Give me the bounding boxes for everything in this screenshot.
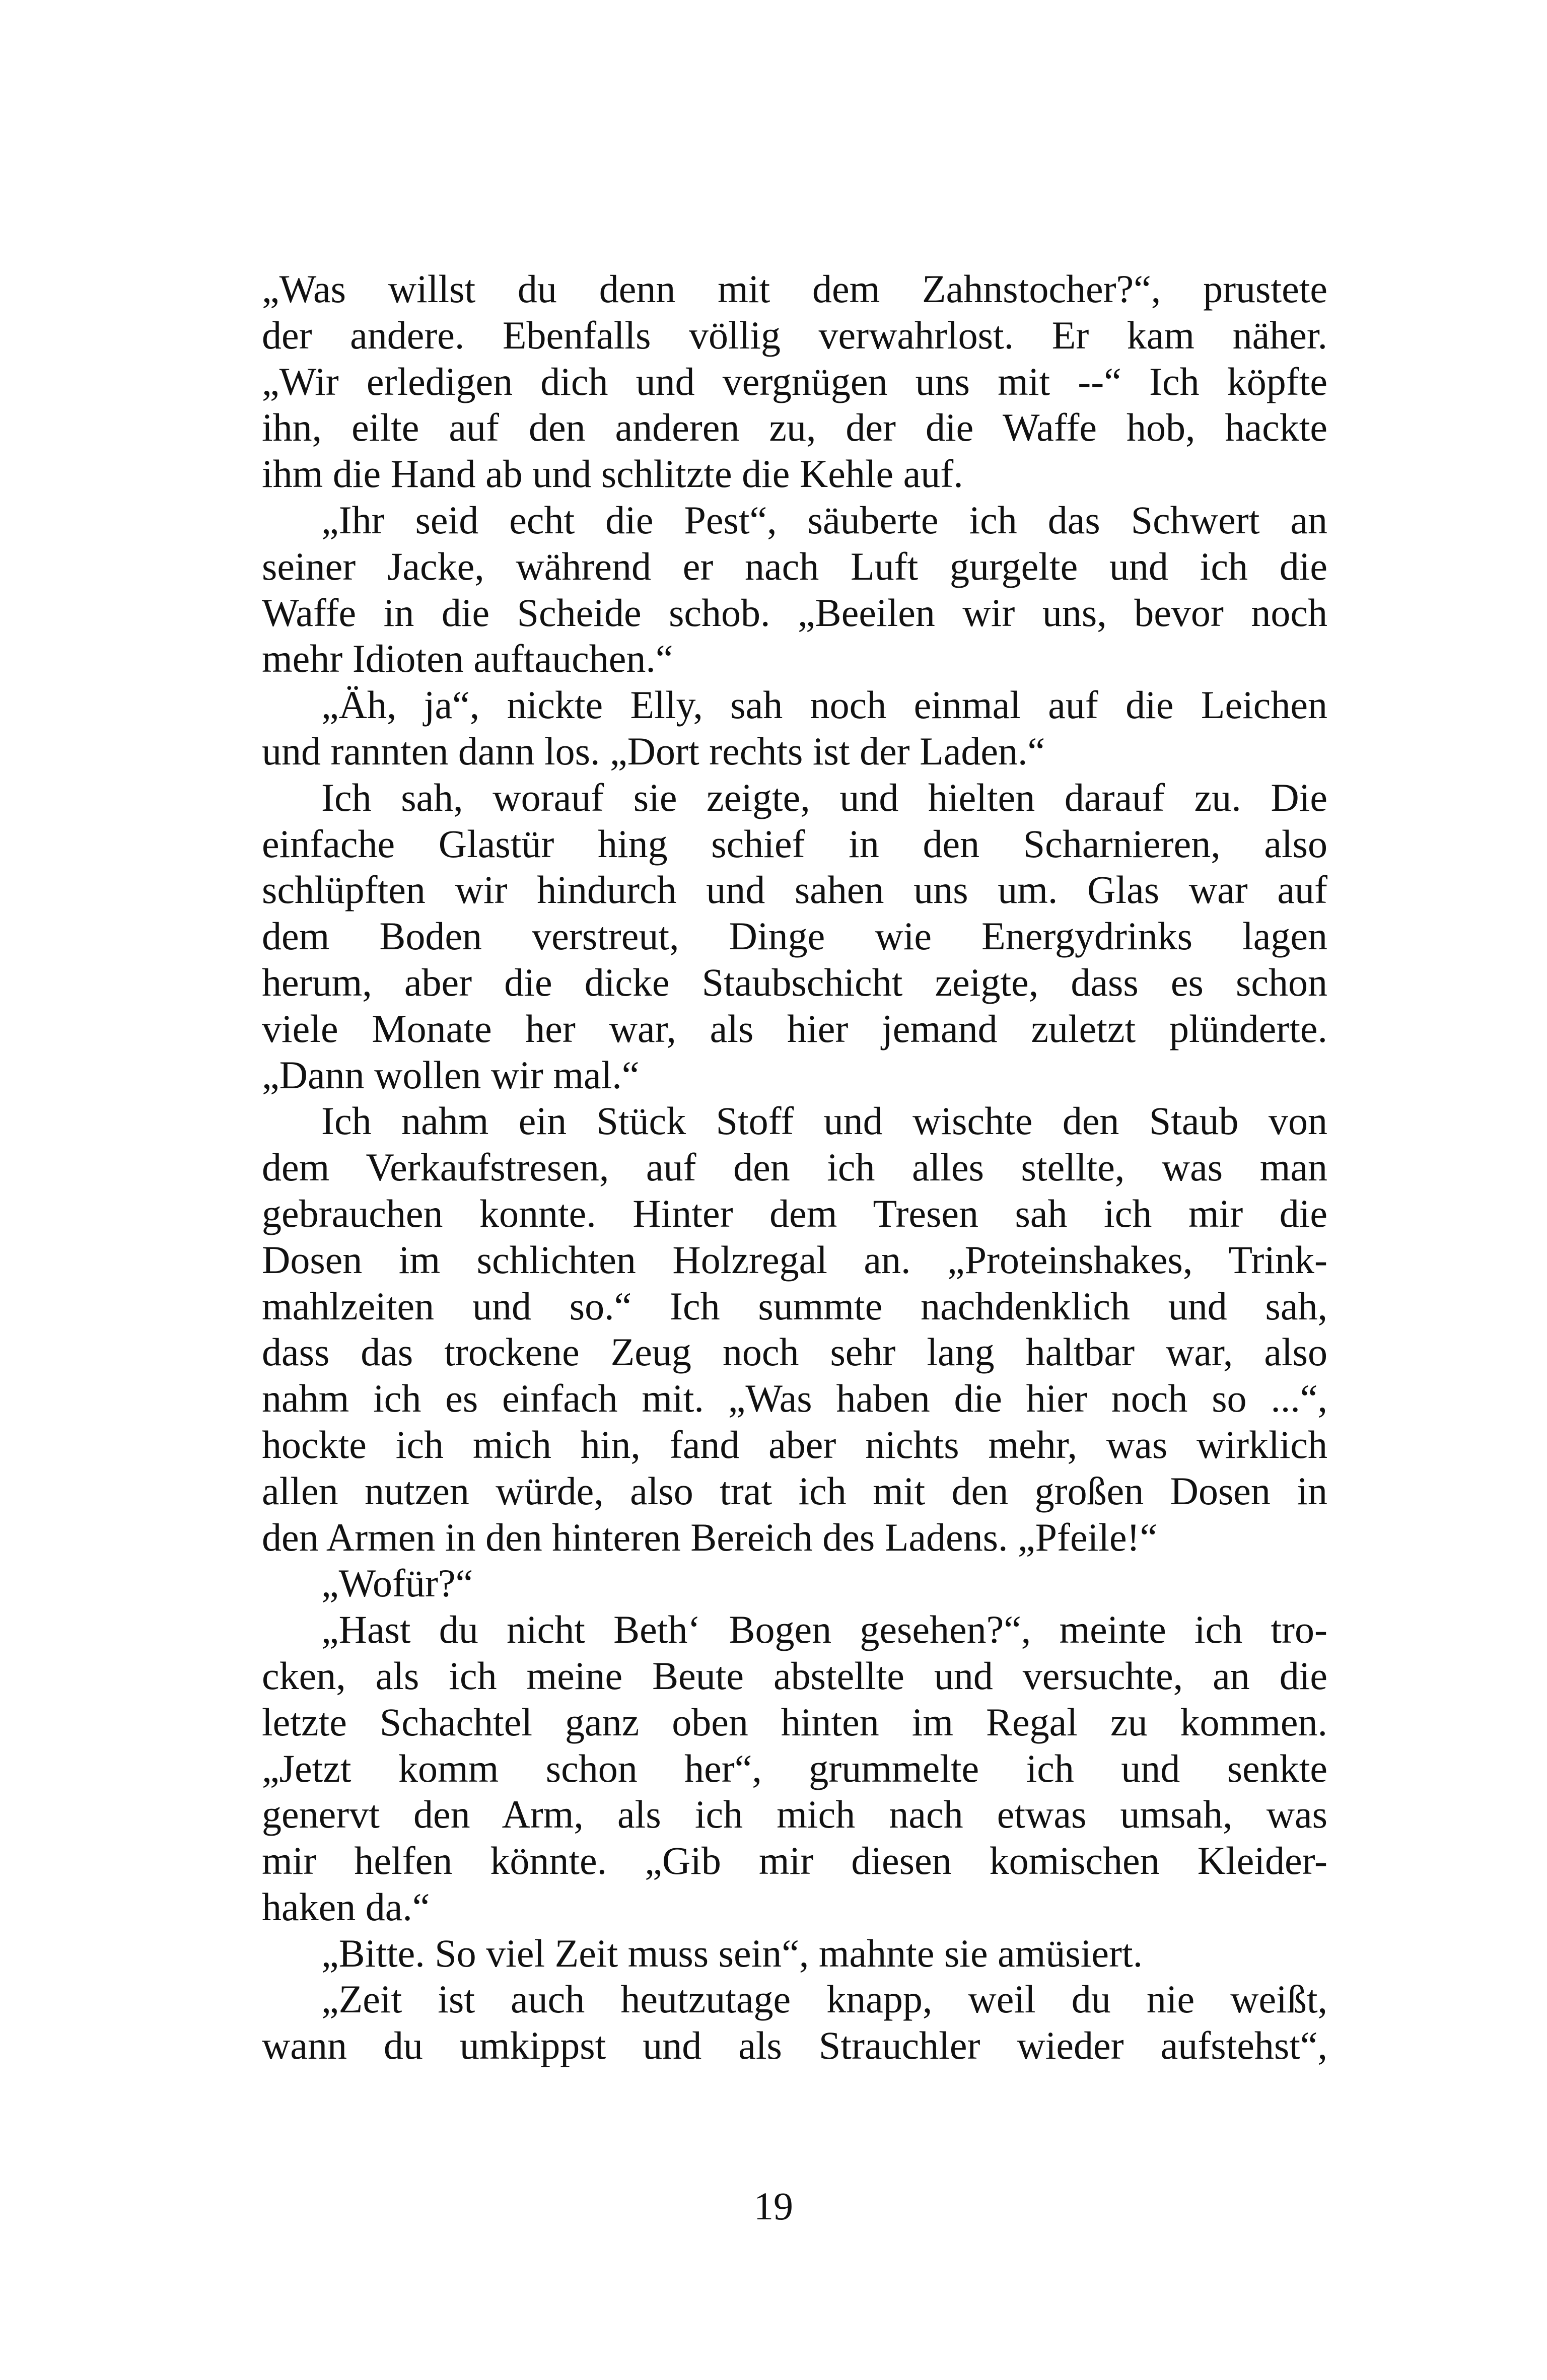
paragraph <box>262 1930 1327 1977</box>
text-line: „Wir erledigen dich und vergnügen uns mit --“ Ich köpfte <box>262 359 1327 403</box>
text-line: ihm die Hand ab und schlitzte die Kehle auf. <box>262 452 963 496</box>
text-line: „Zeit ist auch heutzutage knapp, weil du nie weißt, <box>321 1977 1327 2021</box>
text-line: mehr Idioten auftauchen.“ <box>262 637 673 681</box>
text-line: „Äh, ja“, nickte Elly, sah noch einmal auf die Leichen <box>321 683 1327 727</box>
text-line: „Was willst du denn mit dem Zahnstocher?“, prustete <box>262 267 1327 311</box>
text-line: hockte ich mich hin, fand aber nichts mehr, was wirklich <box>262 1422 1327 1466</box>
paragraph <box>262 1098 1327 1560</box>
paragraph <box>262 682 1327 775</box>
paragraph <box>262 497 1327 682</box>
text-line: mir helfen könnte. „Gib mir diesen komischen Kleider- <box>262 1839 1327 1883</box>
text-line: viele Monate her war, als hier jemand zuletzt plünderte. <box>262 1006 1327 1051</box>
text-line: „Wofür?“ <box>321 1561 473 1605</box>
text-line: „Dann wollen wir mal.“ <box>262 1053 640 1097</box>
text-line: dem Boden verstreut, Dinge wie Energydrinks lagen <box>262 914 1327 958</box>
text-line: cken, als ich meine Beute abstellte und versuchte, an die <box>262 1653 1327 1698</box>
text-line: gebrauchen konnte. Hinter dem Tresen sah ich mir die <box>262 1191 1327 1235</box>
text-line: haken da.“ <box>262 1884 430 1929</box>
text-line: „Hast du nicht Beth‘ Bogen gesehen?“, meinte ich tro- <box>321 1607 1327 1652</box>
paragraph <box>262 266 1327 497</box>
text-line: der andere. Ebenfalls völlig verwahrlost. Er kam näher. <box>262 313 1327 357</box>
paragraph <box>262 1976 1327 2069</box>
text-line: dass das trockene Zeug noch sehr lang haltbar war, also <box>262 1330 1327 1374</box>
body-text <box>262 266 1327 2069</box>
text-line: genervt den Arm, als ich mich nach etwas umsah, was <box>262 1792 1327 1837</box>
text-line: nahm ich es einfach mit. „Was haben die hier noch so ...“, <box>262 1376 1327 1421</box>
text-line: Dosen im schlichten Holzregal an. „Proteinshakes, Trink- <box>262 1237 1327 1282</box>
text-line: „Bitte. So viel Zeit muss sein“, mahnte sie amüsiert. <box>321 1931 1143 1975</box>
text-line: letzte Schachtel ganz oben hinten im Regal zu kommen. <box>262 1700 1327 1744</box>
text-line: den Armen in den hinteren Bereich des Ladens. „Pfeile!“ <box>262 1515 1158 1559</box>
text-line: mahlzeiten und so.“ Ich summte nachdenklich und sah, <box>262 1284 1327 1328</box>
text-line: schlüpften wir hindurch und sahen uns um. Glas war auf <box>262 868 1327 912</box>
text-line: einfache Glastür hing schief in den Scharnieren, also <box>262 821 1327 866</box>
paragraph <box>262 1560 1327 1606</box>
page-number: 19 <box>754 2184 793 2228</box>
text-line: „Ihr seid echt die Pest“, säuberte ich das Schwert an <box>321 498 1327 542</box>
text-line: „Jetzt komm schon her“, grummelte ich und senkte <box>262 1746 1327 1790</box>
text-line: allen nutzen würde, also trat ich mit den großen Dosen in <box>262 1468 1327 1513</box>
text-line: Ich sah, worauf sie zeigte, und hielten darauf zu. Die <box>321 775 1327 819</box>
text-line: Waffe in die Scheide schob. „Beeilen wir uns, bevor noch <box>262 590 1327 635</box>
text-line: ihn, eilte auf den anderen zu, der die Waffe hob, hackte <box>262 405 1327 450</box>
text-line: seiner Jacke, während er nach Luft gurgelte und ich die <box>262 544 1327 588</box>
paragraph <box>262 775 1327 1098</box>
text-line: Ich nahm ein Stück Stoff und wischte den Staub von <box>321 1099 1327 1143</box>
text-line: herum, aber die dicke Staubschicht zeigte, dass es schon <box>262 960 1327 1004</box>
text-line: wann du umkippst und als Strauchler wieder aufstehst“, <box>262 2023 1327 2068</box>
text-line: dem Verkaufstresen, auf den ich alles stellte, was man <box>262 1145 1327 1189</box>
text-line: und rannten dann los. „Dort rechts ist der Laden.“ <box>262 729 1045 773</box>
paragraph <box>262 1606 1327 1930</box>
